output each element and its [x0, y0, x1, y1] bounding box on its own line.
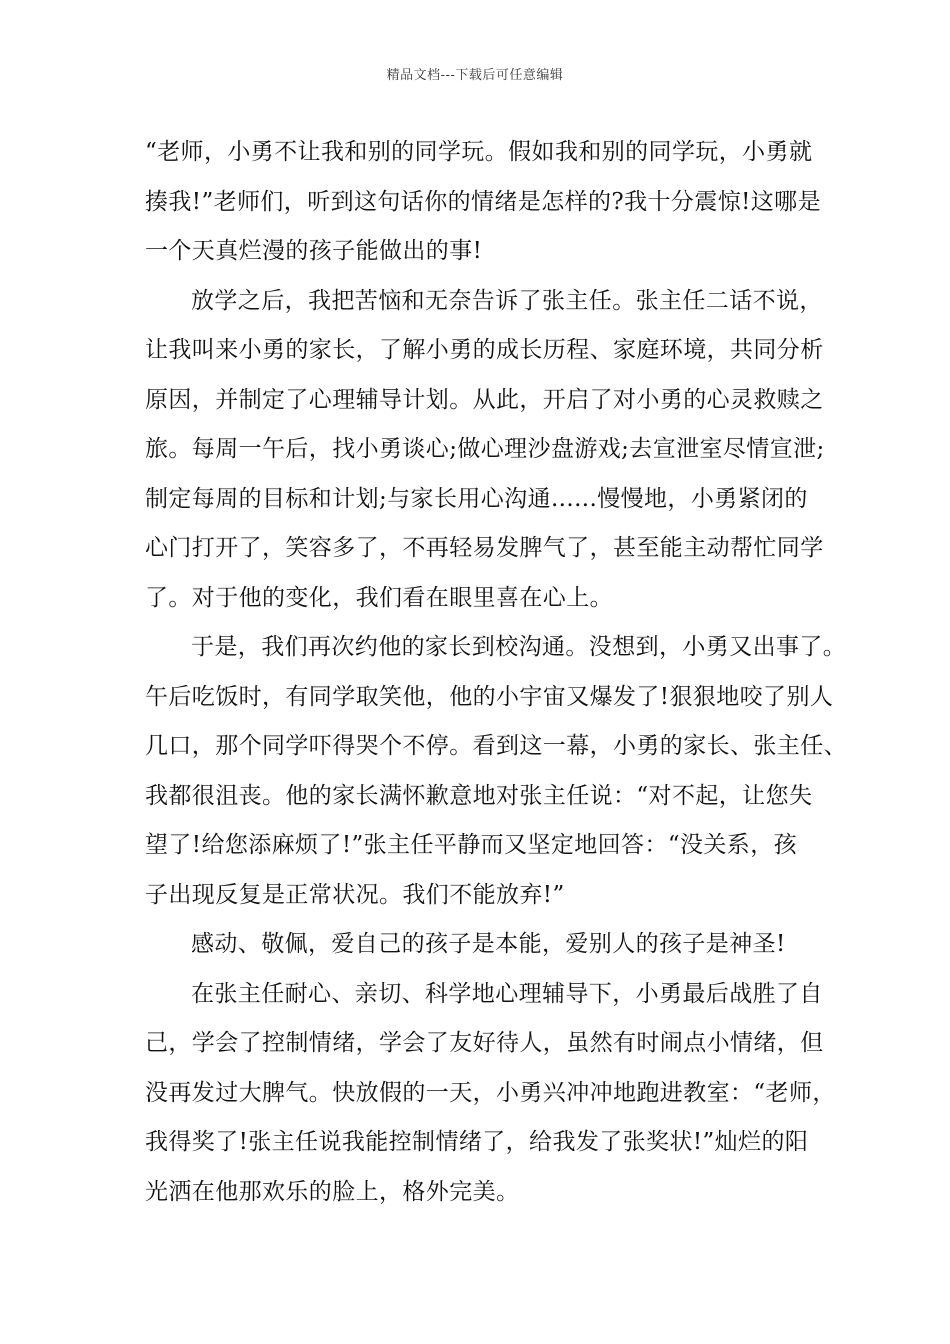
text-line: 让我叫来小勇的家长，了解小勇的成长历程、家庭环境，共同分析	[145, 337, 824, 363]
document-body	[145, 128, 847, 1217]
text-line: 于是，我们再次约他的家长到校沟通。没想到，小勇又出事了。	[191, 634, 847, 660]
text-line: 在张主任耐心、亲切、科学地心理辅导下，小勇最后战胜了自	[191, 980, 823, 1007]
text-line: 没再发过大脾气。快放假的一天，小勇兴冲冲地跑进教室：“老师，	[145, 1079, 836, 1106]
text-line: 己，学会了控制情绪，学会了友好待人，虽然有时闹点小情绪，但	[145, 1030, 824, 1056]
text-line: 午后吃饭时，有同学取笑他，他的小宇宙又爆发了!狠狠地咬了别人	[145, 683, 834, 710]
text-line: 感动、敬佩，爱自己的孩子是本能，爱别人的孩子是神圣!	[191, 931, 786, 957]
text-line: 揍我!”老师们，听到这句话你的情绪是怎样的?我十分震惊!这哪是	[145, 188, 821, 215]
text-line: 放学之后，我把苦恼和无奈告诉了张主任。张主任二话不说，	[191, 287, 823, 314]
text-line: 旅。每周一午后，找小勇谈心;做心理沙盘游戏;去宣泄室尽情宣泄;	[145, 436, 825, 462]
text-line: 子出现反复是正常状况。我们不能放弃!”	[145, 881, 565, 908]
text-line: 我得奖了!张主任说我能控制情绪了，给我发了张奖状!”灿烂的阳	[145, 1129, 809, 1155]
paragraph	[145, 970, 835, 1218]
text-line: 制定每周的目标和计划;与家长用心沟通......慢慢地，小勇紧闭的	[145, 485, 808, 512]
paragraph	[145, 623, 847, 920]
paragraph	[145, 277, 835, 624]
text-line: 几口，那个同学吓得哭个不停。看到这一幕，小勇的家长、张主任、	[145, 733, 847, 759]
page-header: 精品文档---下载后可任意编辑	[386, 68, 564, 83]
text-line: 心门打开了，笑容多了，不再轻易发脾气了，甚至能主动帮忙同学	[145, 535, 824, 561]
text-line: 望了!给您添麻烦了!”张主任平静而又坚定地回答：“没关系，孩	[145, 832, 798, 858]
text-line: “老师，小勇不让我和别的同学玩。假如我和别的同学玩，小勇就	[145, 139, 813, 165]
text-line: 光洒在他那欢乐的脸上，格外完美。	[145, 1178, 520, 1205]
text-line: 一个天真烂漫的孩子能做出的事!	[145, 238, 483, 264]
text-line: 原因，并制定了心理辅导计划。从此，开启了对小勇的心灵救赎之	[145, 386, 824, 413]
text-line: 了。对于他的变化，我们看在眼里喜在心上。	[145, 584, 613, 611]
paragraph	[145, 920, 835, 970]
text-line: 我都很沮丧。他的家长满怀歉意地对张主任说：“对不起，让您失	[145, 782, 813, 809]
paragraph	[145, 128, 835, 277]
